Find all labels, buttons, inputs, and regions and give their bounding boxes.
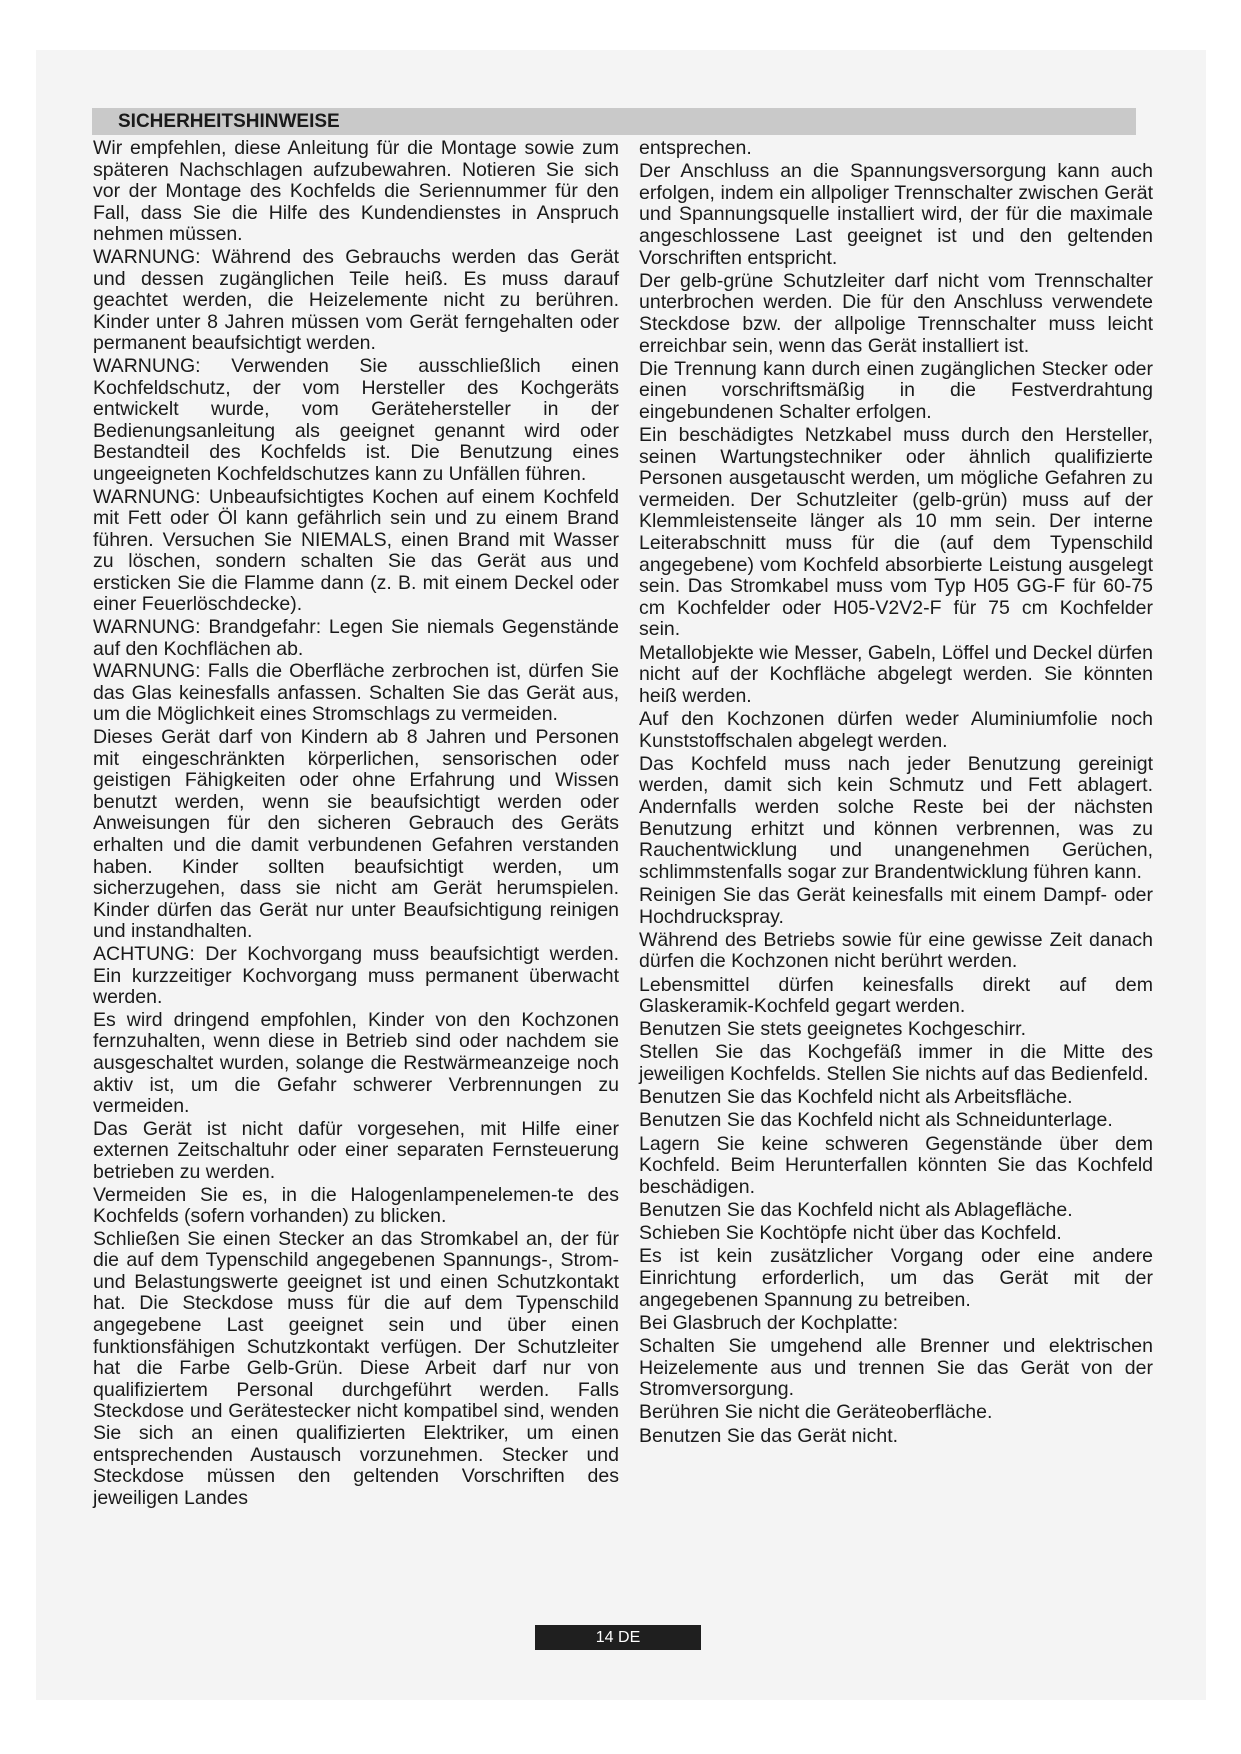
paragraph: Das Gerät ist nicht dafür vorgesehen, mit Hilfe einer externen Zeitschaltuhr oder einer separaten Fernsteuerung betrieben zu werden.	[93, 1117, 619, 1183]
paragraph: Wir empfehlen, diese Anleitung für die Montage sowie zum späteren Nachschlagen aufzubewahren. Notieren Sie sich vor der Montage des Kochfelds die Seriennummer für den Fall, dass Sie die Hilfe des Kundendienstes in Anspruch nehmen müssen.	[93, 137, 619, 246]
paragraph: WARNUNG: Falls die Oberfläche zerbrochen ist, dürfen Sie das Glas keinesfalls anfassen. Schalten Sie das Gerät aus, um die Möglichkeit eines Stromschlags zu vermeiden.	[93, 660, 619, 726]
paragraph: Dieses Gerät darf von Kindern ab 8 Jahren und Personen mit eingeschränkten körperlichen, sensorischen oder geistigen Fähigkeiten oder ohne Erfahrung und Wissen benutzt werden, wenn sie beaufsichtigt werden oder Anweisungen für den sicheren Gebrauch des Geräts erhalten und die damit verbundenen Gefahren verstanden haben. Kinder sollten beaufsichtigt werden, um sicherzugehen, dass sie nicht am Gerät herumspielen. Kinder dürfen das Gerät nur unter Beaufsichtigung reinigen und instandhalten.	[93, 726, 619, 943]
paragraph: entsprechen.	[639, 137, 752, 159]
paragraph: Während des Betriebs sowie für eine gewisse Zeit danach dürfen die Kochzonen nicht berührt werden.	[639, 928, 1153, 973]
paragraph: WARNUNG: Verwenden Sie ausschließlich einen Kochfeldschutz, der vom Hersteller des Kochgeräts entwickelt wurde, vom Gerätehersteller in der Bedienungsanleitung als geeignet genannt wird oder Bestandteil des Kochfelds ist. Die Benutzung eines ungeeigneten Kochfeldschutzes kann zu Unfällen führen.	[93, 354, 619, 485]
right-column	[639, 138, 1153, 1449]
paragraph: Benutzen Sie das Gerät nicht.	[639, 1424, 899, 1447]
paragraph: Benutzen Sie das Kochfeld nicht als Ablagefläche.	[639, 1199, 1073, 1221]
paragraph: WARNUNG: Während des Gebrauchs werden das Gerät und dessen zugänglichen Teile heiß. Es muss darauf geachtet werden, die Heizelemente nicht zu berühren. Kinder unter 8 Jahren müssen vom Gerät ferngehalten oder permanent beaufsichtigt werden.	[93, 245, 619, 355]
paragraph: Benutzen Sie stets geeignetes Kochgeschirr.	[639, 1018, 1026, 1041]
paragraph: Metallobjekte wie Messer, Gabeln, Löffel und Deckel dürfen nicht auf der Kochfläche abgelegt werden. Sie könnten heiß werden.	[639, 641, 1153, 707]
paragraph: Der Anschluss an die Spannungsversorgung kann auch erfolgen, indem ein allpoliger Trennschalter zwischen Gerät und Spannungsquelle installiert wird, der für die maximale angeschlossene Last geeignet ist und den geltenden Vorschriften entspricht.	[639, 160, 1153, 269]
left-column	[93, 138, 619, 1510]
paragraph: Es ist kein zusätzlicher Vorgang oder eine andere Einrichtung erforderlich, um das Gerät mit der angegebenen Spannung zu betreiben.	[639, 1245, 1153, 1311]
paragraph: Berühren Sie nicht die Geräteoberfläche.	[639, 1401, 993, 1424]
paragraph: Das Kochfeld muss nach jeder Benutzung gereinigt werden, damit sich kein Schmutz und Fett ablagert. Andernfalls werden solche Reste bei der nächsten Benutzung erhitzt und können verbrennen, was zu Rauchentwicklung und unangenehmen Gerüchen, schlimmstenfalls sogar zur Brandentwicklung führen kann.	[639, 752, 1153, 883]
paragraph: Bei Glasbruch der Kochplatte:	[639, 1311, 899, 1334]
paragraph: Stellen Sie das Kochgefäß immer in die Mitte des jeweiligen Kochfelds. Stellen Sie nichts auf das Bedienfeld.	[639, 1041, 1153, 1086]
paragraph: Ein beschädigtes Netzkabel muss durch den Hersteller, seinen Wartungstechniker oder ähnlich qualifizierte Personen ausgetauscht werden, um mögliche Gefahren zu vermeiden. Der Schutzleiter (gelb-grün) muss auf der Klemmleistenseite länger als 10 mm sein. Der interne Leiterabschnitt muss für die (auf dem Typenschild angegebene) vom Kochfeld absorbierte Leistung ausgelegt sein. Das Stromkabel muss vom Typ H05 GG-F für 60-75 cm Kochfelder oder H05-V2V2-F für 75 cm Kochfelder sein.	[639, 424, 1153, 641]
paragraph: Schließen Sie einen Stecker an das Stromkabel an, der für die auf dem Typenschild angegebenen Spannungs-, Strom- und Belastungswerte geeignet ist und einen Schutzkontakt hat. Die Steckdose muss für die auf dem Typenschild angegebene Last geeignet sein und über einen funktionsfähigen Schutzkontakt verfügen. Der Schutzleiter hat die Farbe Gelb-Grün. Diese Arbeit darf nur von qualifiziertem Personal durchgeführt werden. Falls Steckdose und Gerätestecker nicht kompatibel sind, wenden Sie sich an einen qualifizierten Elektriker, um einen entsprechenden Austausch vorzunehmen. Stecker und Steckdose müssen den geltenden Vorschriften des jeweiligen Landes	[93, 1227, 619, 1509]
paragraph: Auf den Kochzonen dürfen weder Aluminiumfolie noch Kunststoffschalen abgelegt werden.	[639, 708, 1153, 752]
paragraph: Lagern Sie keine schweren Gegenstände über dem Kochfeld. Beim Herunterfallen könnten Sie das Kochfeld beschädigen.	[639, 1132, 1153, 1198]
paragraph: Schalten Sie umgehend alle Brenner und elektrischen Heizelemente aus und trennen Sie das Gerät von der Stromversorgung.	[639, 1334, 1153, 1401]
paragraph: Benutzen Sie das Kochfeld nicht als Arbeitsfläche.	[639, 1086, 1073, 1109]
paragraph: Die Trennung kann durch einen zugänglichen Stecker oder einen vorschriftsmäßig in die Festverdrahtung eingebundenen Schalter erfolgen.	[639, 357, 1153, 423]
paragraph: Benutzen Sie das Kochfeld nicht als Schneidunterlage.	[639, 1109, 1113, 1132]
section-header	[92, 108, 1136, 135]
section-title: SICHERHEITSHINWEISE	[118, 111, 340, 132]
paragraph: Lebensmittel dürfen keinesfalls direkt auf dem Glaskeramik-Kochfeld gegart werden.	[639, 973, 1153, 1018]
paragraph: Vermeiden Sie es, in die Halogenlampenelemen-te des Kochfelds (sofern vorhanden) zu blicken.	[93, 1183, 619, 1228]
paragraph: Schieben Sie Kochtöpfe nicht über das Kochfeld.	[639, 1222, 1062, 1245]
paragraph: Reinigen Sie das Gerät keinesfalls mit einem Dampf- oder Hochdruckspray.	[639, 883, 1153, 928]
paragraph: Der gelb-grüne Schutzleiter darf nicht vom Trennschalter unterbrochen werden. Die für den Anschluss verwendete Steckdose bzw. der allpolige Trennschalter muss leicht erreichbar sein, wenn das Gerät installiert ist.	[639, 269, 1153, 357]
paragraph: WARNUNG: Unbeaufsichtigtes Kochen auf einem Kochfeld mit Fett oder Öl kann gefährlich sein und zu einem Brand führen. Versuchen Sie NIEMALS, einen Brand mit Wasser zu löschen, sondern schalten Sie das Gerät aus und ersticken Sie die Flamme dann (z. B. mit einem Deckel oder einer Feuerlöschdecke).	[93, 485, 619, 616]
paragraph: ACHTUNG: Der Kochvorgang muss beaufsichtigt werden. Ein kurzzeitiger Kochvorgang muss permanent überwacht werden.	[93, 942, 619, 1009]
paragraph: Es wird dringend empfohlen, Kinder von den Kochzonen fernzuhalten, wenn diese in Betrieb sind oder nachdem sie ausgeschaltet wurden, solange die Restwärmeanzeige noch aktiv ist, um die Gefahr schwerer Verbrennungen zu vermeiden.	[93, 1008, 619, 1118]
paragraph: WARNUNG: Brandgefahr: Legen Sie niemals Gegenstände auf den Kochflächen ab.	[93, 616, 619, 660]
page-number: 14 DE	[535, 1625, 701, 1650]
